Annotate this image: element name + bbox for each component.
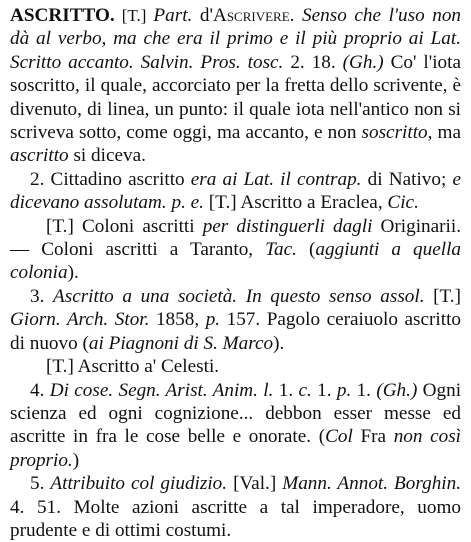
source-tag: [Val.] [227, 473, 283, 495]
quotation-text: [T.] Ascritto a Eraclea, [203, 192, 388, 214]
text-run: di Nativo; [361, 168, 453, 190]
citation-ref: 2. 18. [283, 51, 343, 73]
term-italic: soscritto [361, 122, 428, 144]
citation-ref: 1. [311, 379, 337, 401]
grammar-label: Part. [153, 5, 193, 26]
citation-ref: p. [205, 309, 221, 331]
text-run: ). [273, 332, 285, 354]
quotation-text: 157. Pagolo ceraiuolo ascritto di nuovo ( [10, 309, 461, 354]
definition-text: Attribuito col giudizio. [50, 473, 228, 495]
quotation-text: [T.] Ascritto a' Celesti. [46, 356, 220, 378]
citation-ref: 1858, [149, 309, 206, 331]
quotation-text: Originarii. — Coloni ascritti a Taranto, [10, 215, 461, 261]
citation-ref: p. [336, 379, 352, 401]
quotation-text: Ogni scienza ed ogni cognizione... debbon esser messe ed ascritte in fra le cose belle e onorate. ( [10, 379, 462, 448]
source-tag: [T.] [114, 6, 154, 25]
citation-ref: c. [298, 379, 312, 401]
entry-example-coloni [10, 215, 461, 285]
text-run: . [289, 5, 303, 26]
definition-text: e dicevano assolutam. p. e. [10, 168, 461, 214]
note-text: Col [325, 426, 353, 448]
entry-definition-1 [10, 4, 461, 168]
citation-ref: 1. [273, 379, 299, 401]
entry-example-celesti [10, 355, 461, 378]
sense-text: 2. Cittadino ascritto [30, 168, 191, 190]
source-tag: (Gh.) [342, 51, 384, 73]
quotation-text: Co' l'iota soscritto, il quale, accorciato per la fretta dello scrivente, è divenuto, di linea, un punto: il quale iota nell'antico non si scriveva sotto, come oggi, ma accanto, e non [10, 51, 461, 144]
source-tag: [T.] [424, 285, 461, 307]
gloss-text: aggiunti a quella colonia [10, 239, 462, 284]
headword: ASCRITTO. [10, 5, 115, 26]
text-run: Fra [352, 426, 394, 448]
sense-number: 4. [30, 379, 50, 401]
text-run: d' [192, 5, 213, 26]
definition-text: Ascritto a una società. In questo senso assol. [53, 285, 425, 307]
text-run: ( [296, 239, 316, 261]
citation-source: Mann. Annot. Borghin. [282, 473, 462, 495]
entry-definition-2 [10, 168, 461, 215]
entry-definition-5 [10, 472, 461, 542]
source-tag: (Gh.) [376, 379, 418, 401]
entry-definition-3 [10, 285, 461, 355]
text-run: ). [67, 262, 79, 284]
text-run: si diceva. [68, 145, 146, 167]
sense-number: 3. [30, 285, 53, 307]
sense-number: 5. [30, 473, 51, 495]
citation-author: Tac. [265, 239, 297, 261]
quotation-text: [T.] Coloni ascritti [46, 215, 203, 237]
cross-reference: Ascrivere [212, 5, 290, 26]
term-italic: ascritto [10, 145, 69, 167]
definition-text: Di cose. Segn. Arist. Anim. l. [49, 379, 274, 401]
definition-text: era ai Lat. il contrap. [190, 168, 362, 190]
text-run: ) [72, 449, 80, 471]
citation-ref: 1. [351, 379, 377, 401]
quotation-text: 4. 51. Molte azioni ascritte a tal imperadore, uomo prudente e di ottimi costumi. [10, 496, 461, 541]
definition-text: per distinguerli dagli [202, 215, 373, 237]
citation-source: Giorn. Arch. Stor. [10, 309, 150, 331]
text-run: , ma [427, 122, 461, 144]
definition-text: Senso che l'uso non dà al verbo, ma che era il primo e il più proprio ai Lat. Scritto accanto. Salvin. Pros. tosc. [10, 5, 462, 73]
gloss-text: ai Piagnoni di S. Marco [88, 332, 274, 354]
note-text: non così proprio. [10, 426, 462, 471]
citation-author: Cic. [387, 192, 419, 214]
entry-definition-4 [10, 379, 461, 473]
